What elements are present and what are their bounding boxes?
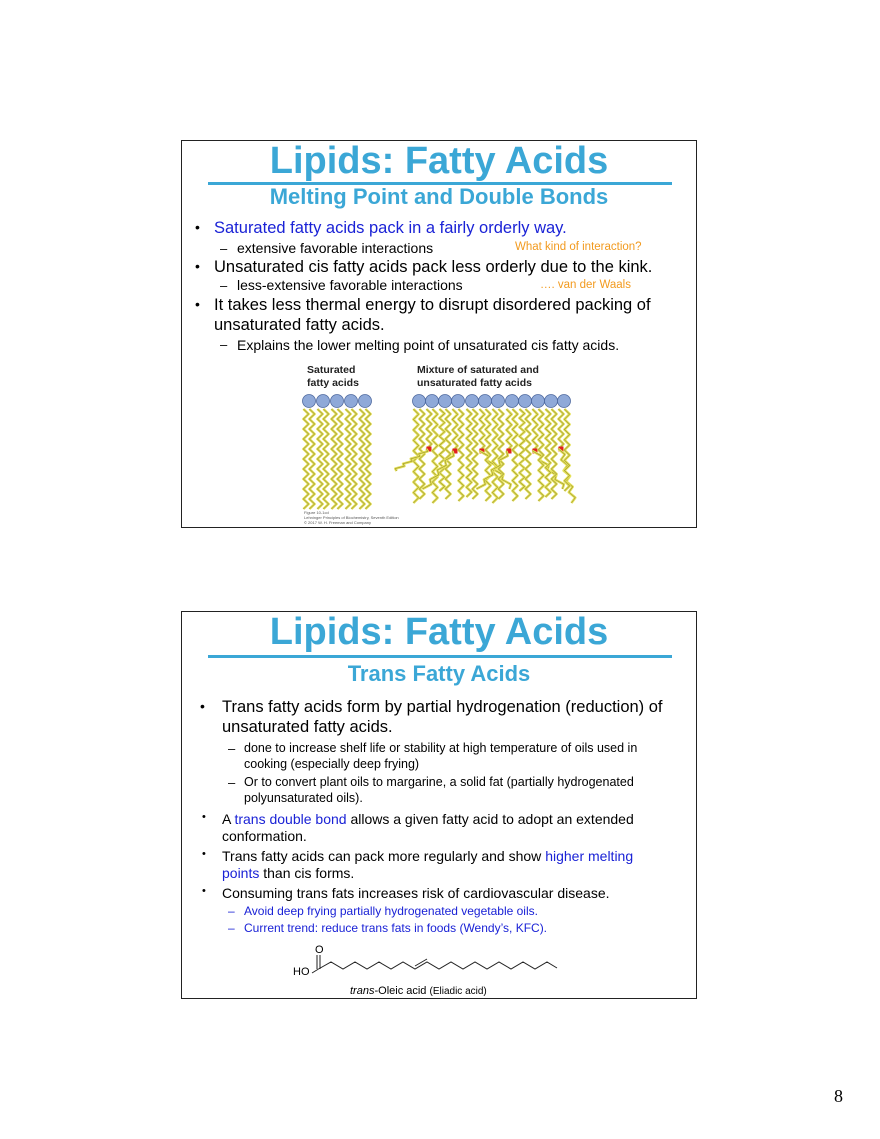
dash-icon: – bbox=[228, 921, 235, 935]
dash-icon: – bbox=[228, 904, 235, 918]
headgroup-sphere bbox=[466, 395, 479, 408]
bullet-icon: • bbox=[202, 848, 206, 860]
headgroup-sphere bbox=[452, 395, 465, 408]
bullet-icon: • bbox=[202, 885, 206, 897]
headgroup-sphere bbox=[532, 395, 545, 408]
slide-subtitle: Melting Point and Double Bonds bbox=[269, 184, 609, 209]
bullet-text: Trans fatty acids form by partial hydrogenation (reduction) of bbox=[222, 698, 663, 716]
headgroup-sphere bbox=[439, 395, 452, 408]
saturated-tail bbox=[498, 409, 503, 499]
dash-icon: – bbox=[220, 241, 228, 256]
saturated-tail bbox=[525, 409, 530, 499]
slide-subtitle: Trans Fatty Acids bbox=[347, 661, 531, 686]
saturated-tail bbox=[323, 409, 328, 509]
bullet-icon: • bbox=[195, 258, 200, 274]
bullet-text-continued: unsaturated fatty acids. bbox=[222, 718, 393, 736]
dash-icon: – bbox=[220, 278, 228, 293]
sub-bullet-text-continued: polyunsaturated oils). bbox=[244, 791, 363, 805]
saturated-tail bbox=[545, 409, 550, 497]
caption-italic: trans bbox=[350, 985, 375, 997]
slide-title: Lipids: Fatty Acids bbox=[269, 140, 609, 182]
sub-bullet-text: less-extensive favorable interactions bbox=[237, 277, 463, 293]
headgroup-sphere bbox=[519, 395, 532, 408]
dash-icon: – bbox=[228, 741, 236, 756]
annotation-note: What kind of interaction? bbox=[515, 241, 642, 253]
sub-bullet-text: done to increase shelf life or stability at high temperature of oils used in bbox=[244, 741, 638, 755]
headgroup-sphere bbox=[492, 395, 505, 408]
bullet-text-continued: conformation. bbox=[222, 828, 307, 844]
page-number: 8 bbox=[834, 1086, 843, 1106]
figure-label-line: Saturated bbox=[307, 364, 356, 376]
hydroxyl-label: HO bbox=[293, 966, 310, 978]
headgroup-sphere bbox=[345, 395, 358, 408]
bullet-text: Consuming trans fats increases risk of cardiovascular disease. bbox=[222, 885, 610, 901]
saturated-tail bbox=[432, 409, 437, 503]
caption-paren: (Eliadic acid) bbox=[429, 986, 487, 997]
saturated-tail bbox=[303, 409, 308, 509]
unsaturated-tail bbox=[512, 409, 517, 501]
saturated-tail bbox=[492, 409, 497, 503]
dash-icon: – bbox=[220, 337, 228, 352]
title-underline bbox=[208, 655, 672, 658]
saturated-tail bbox=[551, 409, 556, 499]
sub-bullet-text: extensive favorable interactions bbox=[237, 240, 434, 256]
text-run: A bbox=[222, 811, 235, 827]
sub-bullet-text-continued: cooking (especially deep frying) bbox=[244, 757, 420, 771]
bullet-icon: • bbox=[202, 811, 206, 823]
slide-trans-fatty-acids bbox=[181, 611, 697, 999]
bullet-text bbox=[222, 811, 634, 827]
figure-label-mixture bbox=[417, 364, 539, 390]
bullet-text-continued: unsaturated fatty acids. bbox=[214, 316, 385, 334]
unsaturated-tail bbox=[458, 409, 463, 501]
sub-bullet-text: Avoid deep frying partially hydrogenated vegetable oils. bbox=[244, 904, 538, 918]
highlight-text: points bbox=[222, 865, 260, 881]
highlight-text: trans double bond bbox=[234, 811, 347, 827]
bullet-icon: • bbox=[195, 296, 200, 312]
highlight-text: higher melting bbox=[545, 848, 634, 864]
saturated-tail bbox=[445, 409, 450, 499]
saturated-tail bbox=[359, 409, 364, 509]
bullet-text bbox=[222, 848, 633, 864]
saturated-tail bbox=[439, 409, 444, 491]
saturated-tail bbox=[519, 409, 524, 491]
saturated-tail bbox=[317, 409, 322, 509]
bullet-icon: • bbox=[195, 219, 200, 235]
text-run: than cis forms. bbox=[259, 865, 355, 881]
oxygen-label: O bbox=[315, 944, 324, 956]
headgroup-sphere bbox=[545, 395, 558, 408]
figure-credit bbox=[304, 510, 399, 525]
saturated-tail bbox=[345, 409, 350, 509]
dash-icon: – bbox=[228, 775, 236, 790]
saturated-tail bbox=[337, 409, 342, 509]
saturated-tail bbox=[309, 409, 314, 509]
saturated-tail bbox=[331, 409, 336, 509]
elaidic-acid-structure bbox=[310, 952, 560, 980]
figure-credit-line: © 2017 W. H. Freeman and Company bbox=[304, 520, 371, 525]
saturated-tail bbox=[466, 409, 471, 497]
headgroup-sphere bbox=[317, 395, 330, 408]
sub-bullet-text: Explains the lower melting point of unsaturated cis fatty acids. bbox=[237, 337, 620, 353]
headgroup-sphere bbox=[479, 395, 492, 408]
headgroup-sphere bbox=[426, 395, 439, 408]
saturated-tail bbox=[472, 409, 477, 499]
annotation-note: …. van der Waals bbox=[540, 279, 631, 291]
sub-bullet-text: Current trend: reduce trans fats in foods (Wendy’s, KFC). bbox=[244, 921, 548, 935]
headgroup-sphere bbox=[413, 395, 426, 408]
text-run: Trans fatty acids can pack more regularly and show bbox=[222, 848, 546, 864]
figure-label-line: fatty acids bbox=[307, 377, 359, 389]
headgroup-sphere bbox=[558, 395, 571, 408]
figure-label-line: unsaturated fatty acids bbox=[417, 377, 532, 389]
lipid-packing-figure bbox=[292, 391, 592, 511]
figure-credit-line: Lehninger Principles of Biochemistry, Seventh Edition bbox=[304, 515, 399, 520]
bullet-text: Saturated fatty acids pack in a fairly orderly way. bbox=[214, 219, 567, 237]
slide-title: Lipids: Fatty Acids bbox=[269, 611, 609, 653]
bullet-text: It takes less thermal energy to disrupt disordered packing of bbox=[214, 296, 651, 314]
structure-caption bbox=[350, 985, 487, 997]
slide-melting-point bbox=[181, 140, 697, 528]
text-run: allows a given fatty acid to adopt an extended bbox=[346, 811, 634, 827]
bullet-text-continued bbox=[222, 865, 354, 881]
figure-label-saturated bbox=[307, 364, 359, 390]
saturated-tail bbox=[351, 409, 356, 509]
sub-bullet-text: Or to convert plant oils to margarine, a solid fat (partially hydrogenated bbox=[244, 775, 634, 789]
headgroup-sphere bbox=[506, 395, 519, 408]
bullet-text: Unsaturated cis fatty acids pack less orderly due to the kink. bbox=[214, 258, 653, 276]
caption-text: -Oleic acid bbox=[374, 985, 427, 997]
saturated-tail bbox=[365, 409, 370, 509]
headgroup-sphere bbox=[359, 395, 372, 408]
figure-credit-line: Figure 10-1cd bbox=[304, 510, 329, 515]
headgroup-sphere bbox=[331, 395, 344, 408]
bullet-icon: • bbox=[200, 698, 205, 714]
figure-label-line: Mixture of saturated and bbox=[417, 364, 539, 376]
headgroup-sphere bbox=[303, 395, 316, 408]
